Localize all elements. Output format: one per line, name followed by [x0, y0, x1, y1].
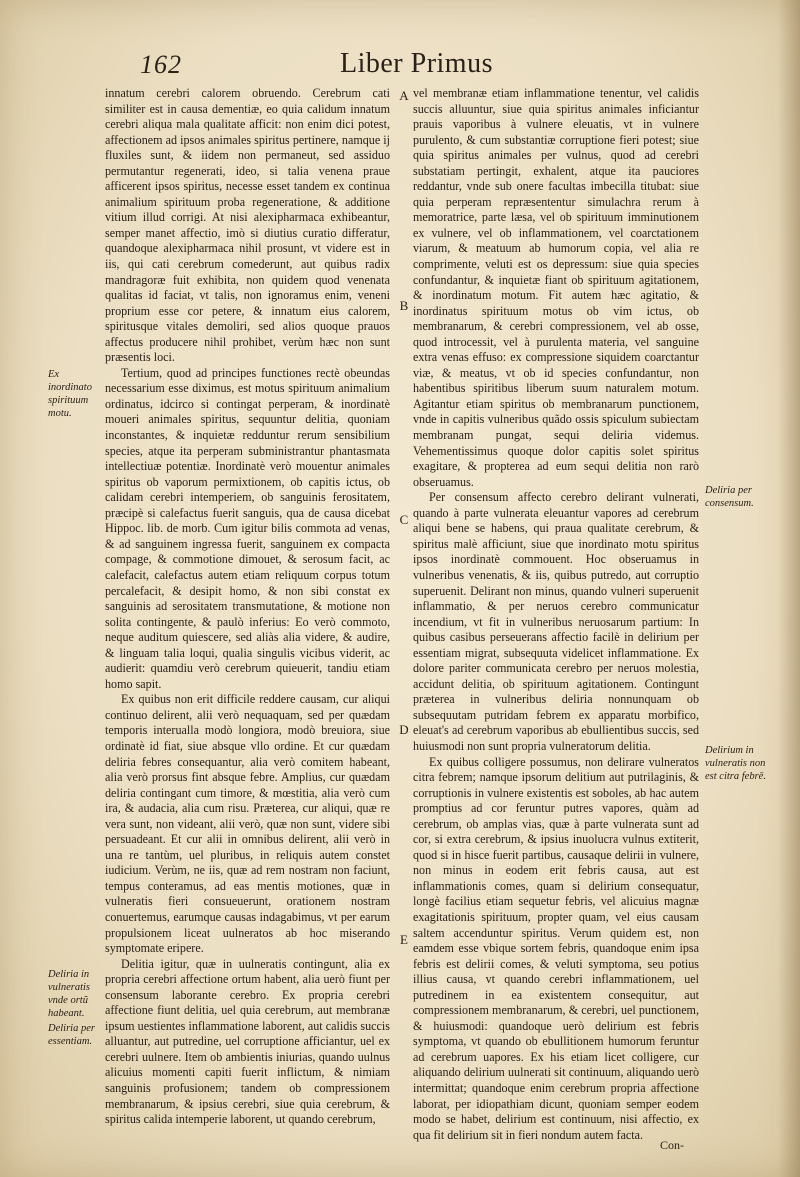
paragraph: Ex quibus non erit difficile reddere causam, cur aliqui continuo delirent, alii verò nequaquam, sed per quædam temporis interualla modò longiora, modò breuiora, siue ordinatè id fiat, siue absque vllo ordine. Et cur quædam deliria febres consequantur, alia verò comitem habeant, alia verò prorsus fint absque febre. Amplius, cur quædam deliria contingant cum timore, & mœstitia, alia verò cum ira, & audacia, alia cum risu. Præterea, cur aliqui, quæ re vera sunt, non videant, alii verò, quæ non sunt, videre sibi persuadeant. Et cur alii in omnibus delirent, alii verò in una re tantùm, uel pluribus, in reliquis autem constet iudicium. Verùm, ne iis, quæ ad rem nostram non faciunt, tempus conteramus, ad eas mentis motiones, quæ in vulneratis fieri consueuerunt, orationem nostram conuertemus, earumque causas indagabimus, vt per earum propulsionem liceat uulneratos ab hoc miserando symptomate eripere. [105, 692, 390, 956]
right-text-column [413, 86, 699, 1143]
margin-note-right: Delirium in vulneratis non est citra febrē. [705, 745, 766, 782]
section-marker: A [399, 88, 409, 103]
running-title: Liber Primus [340, 48, 493, 79]
paragraph: Per consensum affecto cerebro delirant vulnerati, quando à parte vulnerata eleuantur vapores ad cerebrum aliqui bene se habens, qui praua qualitate cerebrum, & spiritus malè afficiunt, siue que inordinato motu spiritus ipsos inordinatè commouent. Hoc obseruamus in vulneribus venenatis, & iis, quibus putredo, aut corruptio superuenit. Delirant non minus, quando vulneri superuenit inflammatio, & per neruos cerebro communicatur incendium, vt fit in vulneribus neruosarum partium: In quibus casibus perseuerans affectio facilè in delirium per essentiam migrat, subsequuta videlicet inflammatione. Ex dolore pariter communicata cerebro per neruos molestia, accidunt delitia, ob spirituum agitationem. Contingunt præterea in vulneribus deliria nonnunquam ob subsequutam putridam febrem ex apparatu morbifico, eleuat's ad cerebrum vaporibus ab ebullientibus succis, sed huiusmodi non sunt propria vulneratorum delitia. [413, 490, 699, 753]
catchword: Con- [660, 1138, 684, 1152]
paragraph: innatum cerebri calorem obruendo. Cerebrum cati similiter est in causa dementiæ, eo quia calidum innatum cerebri aliqua mala qualitate afficit: non enim dici potest, affectionem ad ipsos animales spiritus pertinere, namque ij fluxiles sunt, & iidem non permaneut, sed assiduo permutantur regenerati, ideo, si talia venena praue afficerent ipsos spiritus, necesse esset tandem ex continua animalium spirituum proba regeneratione, & additione vitium illud corrigi. At nisi alexipharmaca exhibeantur, semper manet affectio, imò si diutius curatio differatur, quandoque alexipharmaca nihil prosunt, vt videre est in iis, qui cati cerebrum comederunt, aut quibus radix mandragoræ fuit exhibita, non quidem quod venenata qualitas id faciat, vt talis, non ignoramus enim, veneni proprium esse cor petere, & innatum eius calorem, spiritusque vitales demoliri, sed alios quoque prauos affectus producere nihil prohibet, verùm hæc non sunt præsentis loci. [105, 86, 390, 365]
paragraph: Ex quibus colligere possumus, non delirare vulneratos citra febrem; namque ipsorum delitium aut putrilaginis, & corruptionis in vulnere existentis est soboles, ab hac autem promptius ad cor feruntur putres vapores, quàm ad cerebrum, ob amplas vias, quæ à parte vulnerata sunt ad cor, si extra cerebrum, & ipsius inuolucra vulnus extiterit, quod si in hisce fuerit partibus, causaque delirii in vulnere, non minus in eodem erit febris causa, aut est inflammationis comes, quam si delirium consequatur, longè facilius etiam sequetur febris, vel alicuius magnæ exagitationis spirituum, propter quam, vel eius causam saltem accenduntur spiritus. Verum quidem est, non eamdem esse vbique sortem febris, quandoque enim ipsa febris est delirii comes, & veluti symptoma, seu potius illius causa, vt quando cerebri inflammationem, uel putredinem in ea existentem consequitur, aut compressionem membranarum, & cerebri, uel punctionem, & huiusmodi: quandoque uerò delirium est febris symptoma, vt quando ob ebullitionem humorum feruntur ad cerebrum uapores. Ex his etiam licet colligere, cur aliquando delirium uulnerati sit continuum, aliquando uerò intermittat; quandoque enim cerebrum propria affectione laborat, per idiopathiam dicunt, quoniam semper eodem modo se habet, delirium est continuum, nisi affectio, ex qua fit delirium sit in fieri nondum autem facta. [413, 754, 699, 1142]
section-marker: C [399, 512, 409, 527]
page-number: 162 [140, 50, 182, 79]
section-marker: E [400, 932, 408, 947]
page-edge-shadow [778, 0, 800, 1177]
section-marker: D [399, 722, 409, 737]
margin-note-left: Ex inordinato spirituum motu. [48, 369, 92, 419]
page-header [130, 50, 690, 84]
margin-note-left: Deliria per essentiam. [48, 1023, 95, 1047]
paragraph: Delitia igitur, quæ in uulneratis contingunt, alia ex propria cerebri affectione ortum habent, alia uerò fiunt per consensum laborante cerebro. Ex propria cerebri affectione fiunt delitia, uel quia cerebrum, aut membranæ ipsum uestientes inflammatione laborent, aut calidis succis alluantur, aut putredine, uel corruptione afficiantur, uel ex cerebri uulnere. Item ob ambientis iniurias, quando uulnus alicuius momenti capiti fuerit inflictum, & nimiam sanguinis profusionem; tandem ob compressionem membranarum, & ipsius cerebri, siue quia cerebrum, & spiritus calida intemperie laborent, ut quando cerebrum, [105, 956, 390, 1127]
left-text-column [105, 86, 390, 1128]
paragraph: Tertium, quod ad principes functiones rectè obeundas necessarium esse diximus, est motus spirituum animalium ordinatus, idcirco si contingat perperam, & inordinatè moueri animales spiritus, sequuntur delitia, quoniam inconstantes, & inquietæ redduntur rerum sensibilium species, atque ita perperam subministrantur phantasmata intellectiuæ potentiæ. Inordinatè verò mouentur animales spiritus ob vaporum permixtionem, ob capitis ictus, ob calidam cerebri intemperiem, ob sanguinis ferositatem, præcipè si calefactus fuerit sanguis, qua de causa dicebat Hippoc. lib. de morb. Cum igitur bilis commota ad venas, & ad sanguinem ingressa fuerit, sanguinem ex compacta compage, & commotione dimouet, & serosum facit, ac calefacit, calefactus autem etiam reliquum corpus totum percalefacit, & desipit homo, & non sibi constat ex sanguinis ad serositatem transmutatione, & motione non solita contingente, & paulò inferius: Eo verò commoto, neque auditum quiescere, sed aliàs alia videre, & audire, & linguam talia loqui, qualia singulis vicibus viderit, ac audierit: quamdiu verò cerebrum quieuerit, tandiu etiam homo sapit. [105, 365, 390, 691]
margin-note-left: Deliria in vulneratis vnde ortũ habeant. [48, 969, 90, 1019]
margin-note-right: Deliria per consensum. [705, 485, 754, 509]
paragraph: vel membranæ etiam inflammatione tenentur, vel calidis succis alluuntur, siue quia spiritus animales inficiantur prauis vaporibus à vulnere eleuatis, vt in vulnere purulento, & cum substantiæ corruptione fieri potest; siue quia spiritus animales per vulnus, quod ad cerebri substatiam pertingit, exhalent, atque ita pauciores reddantur, vnde sub onere facultas imbecilla titubat: siue quia perperam repræsententur simulachra rerum à memoratrice, parte læsa, vel ob spirituum imminutionem ex vulnere, vel ob inflammationem, vel coarctationem viarum, & meatuum ab humorum copia, vel alia re comprimente, veluti est os depressum: siue quia species confundantur, & inquietæ fiant ob spirituum agitationem, & inordinatum motum. Fit autem hæc agitatio, & inordinatus spirituum motus ob vim ictus, ob membranarum, & cerebri compressionem, vel ab osse, quod introcessit, vel à purulenta materia, vel sanguine extra venas effuso: ex compressione siquidem coarctantur viæ, & meatus, vt ob id species confundantur, non habentibus spiritibus liberum suum naturalem motum. Agitantur etiam spiritus ob membranarum punctionem, vnde in capitis vulneribus quãdo ossis spiculum subiectam membranam pungat, sequi deliria videmus. Vehementissimus quoque dolor capitis solet spiritus exagitare, & propterea ad eum sequi delitia non rarò obseruamus. [413, 86, 699, 489]
section-marker: B [399, 298, 409, 313]
